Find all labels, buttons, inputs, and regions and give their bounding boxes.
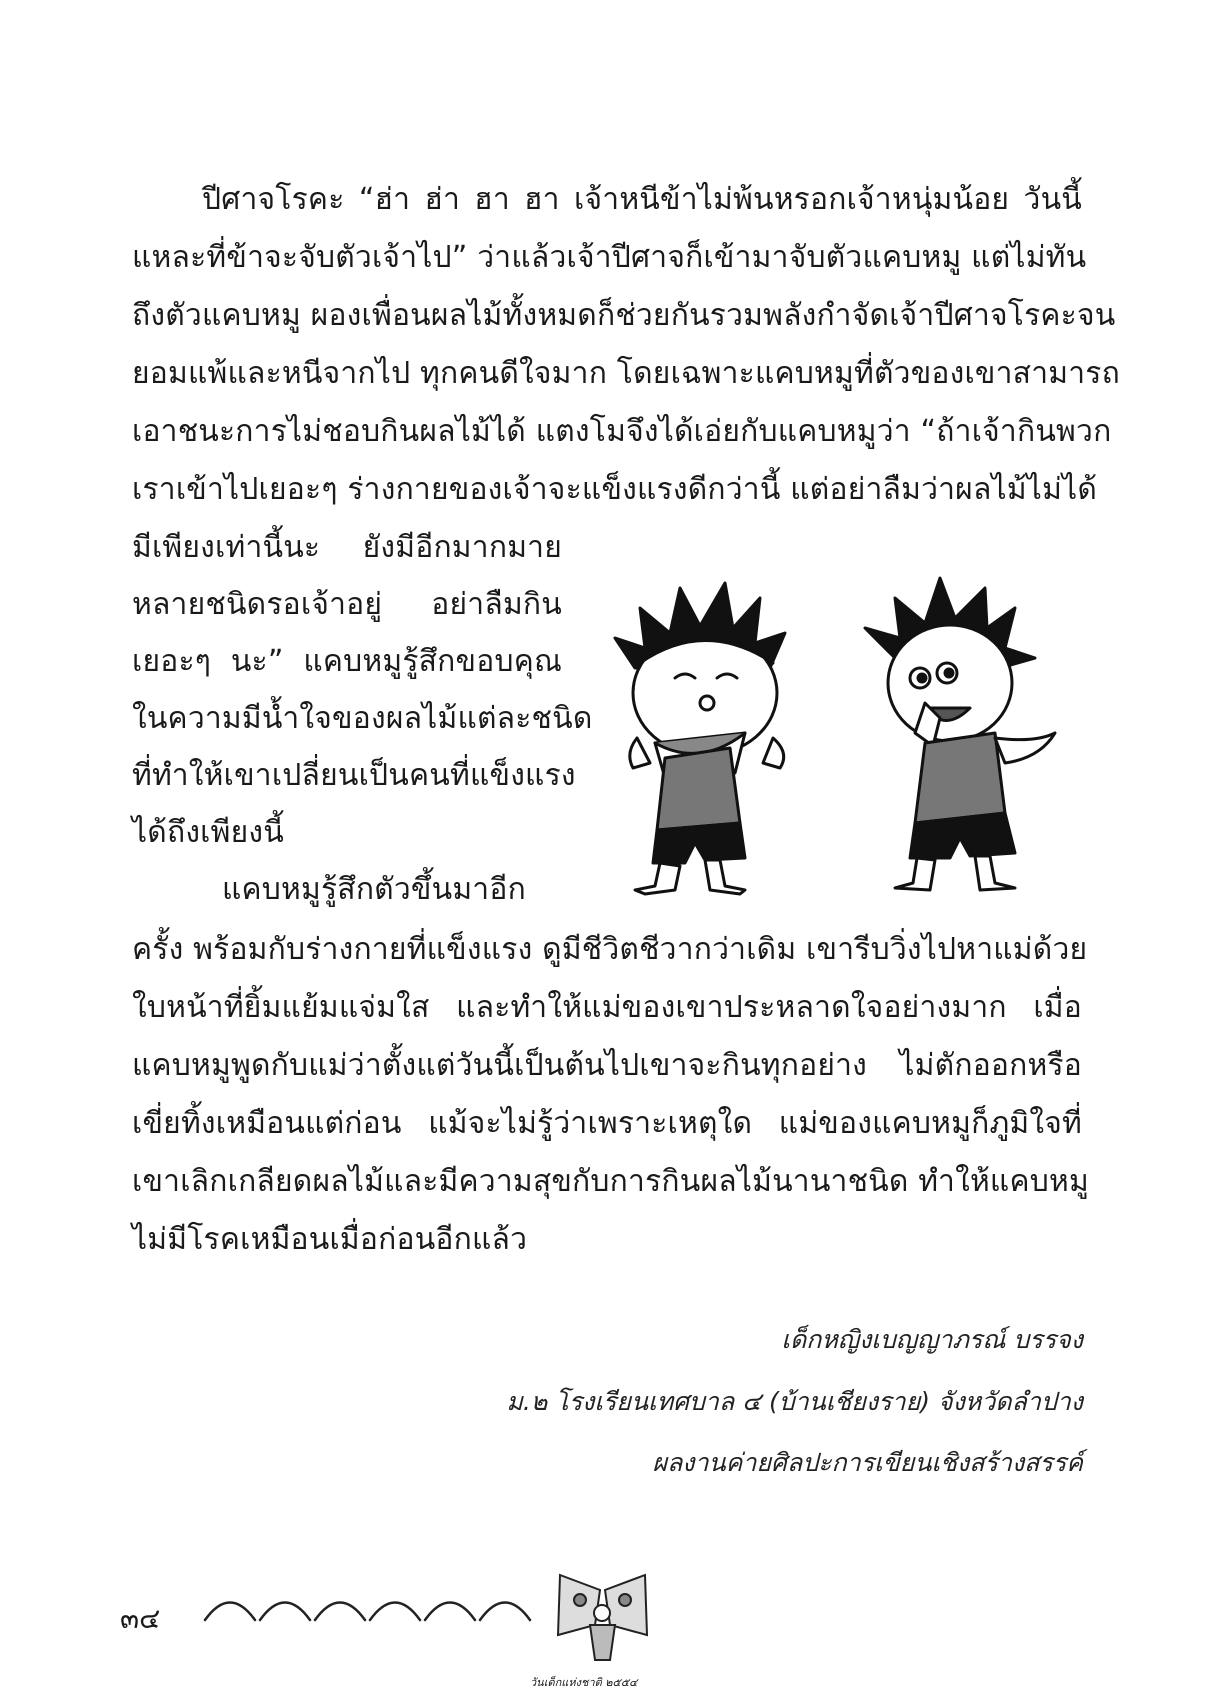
logo-caption: วันเด็กแห่งชาติ ๒๕๕๔	[530, 1676, 638, 1689]
story-line: เอาชนะการไม่ชอบกินผลไม้ได้ แตงโมจึงได้เอ่ยกับแคบหมูว่า “ถ้าเจ้ากินพวก	[132, 414, 1112, 449]
story-line: ถึงตัวแคบหมู ผองเพื่อนผลไม้ทั้งหมดก็ช่วยกันรวมพลังกำจัดเจ้าปีศาจโรคะจน	[132, 298, 1116, 333]
story-line: ใบหน้าที่ยิ้มแย้มแจ่มใส และทำให้แม่ของเขาประหลาดใจอย่างมาก เมื่อ	[132, 990, 1082, 1025]
credit-author: เด็กหญิงเบญญาภรณ์ บรรจง	[781, 1325, 1083, 1354]
story-line: ยอมแพ้และหนีจากไป ทุกคนดีใจมาก โดยเฉพาะแคบหมูที่ตัวของเขาสามารถ	[132, 356, 1120, 391]
boys-eating-fruit-illustration	[595, 568, 1095, 898]
story-line: มีเพียงเท่านี้นะ ยังมีอีกมากมาย	[132, 530, 562, 565]
story-line: เขี่ยทิ้งเหมือนแต่ก่อน แม้จะไม่รู้ว่าเพราะเหตุใด แม่ของแคบหมูก็ภูมิใจที่	[132, 1106, 1082, 1141]
story-line: เยอะๆ นะ” แคบหมูรู้สึกขอบคุณ	[132, 644, 562, 679]
story-line: ไม่มีโรคเหมือนเมื่อก่อนอีกแล้ว	[132, 1222, 528, 1257]
story-line: หลายชนิดรอเจ้าอยู่ อย่าลืมกิน	[132, 587, 562, 622]
story-line: ในความมีน้ำใจของผลไม้แต่ละชนิด	[132, 701, 593, 736]
story-line: ปีศาจโรคะ “ฮ่า ฮ่า ฮา ฮา เจ้าหนีข้าไม่พ้นหรอกเจ้าหนุ่มน้อย วันนี้	[202, 182, 1082, 217]
story-line: แหละที่ข้าจะจับตัวเจ้าไป” ว่าแล้วเจ้าปีศาจก็เข้ามาจับตัวแคบหมู แต่ไม่ทัน	[132, 240, 1087, 275]
credit-school: ม.๒ โรงเรียนเทศบาล ๔ (บ้านเชียงราย) จังหวัดลำปาง	[506, 1387, 1083, 1416]
story-line: ครั้ง พร้อมกับร่างกายที่แข็งแรง ดูมีชีวิตชีวากว่าเดิม เขารีบวิ่งไปหาแม่ด้วย	[132, 932, 1088, 967]
story-line: แคบหมูรู้สึกตัวขึ้นมาอีก	[222, 872, 526, 907]
scallop-decoration	[200, 1575, 545, 1635]
story-line: แคบหมูพูดกับแม่ว่าตั้งแต่วันนี้เป็นต้นไปเขาจะกินทุกอย่าง ไม่ตักออกหรือ	[132, 1048, 1082, 1083]
story-line: เขาเลิกเกลียดผลไม้และมีความสุขกับการกินผลไม้นานาชนิด ทำให้แคบหมู	[132, 1164, 1089, 1199]
childrens-day-logo	[550, 1565, 655, 1665]
story-line: ได้ถึงเพียงนี้	[132, 815, 284, 850]
page-number: ๓๔	[120, 1602, 161, 1635]
story-line: ที่ทำให้เขาเปลี่ยนเป็นคนที่แข็งแรง	[132, 758, 576, 793]
story-line: เราเข้าไปเยอะๆ ร่างกายของเจ้าจะแข็งแรงดีกว่านี้ แต่อย่าลืมว่าผลไม้ไม่ได้	[132, 472, 1098, 507]
credit-program: ผลงานค่ายศิลปะการเขียนเชิงสร้างสรรค์	[652, 1448, 1083, 1477]
